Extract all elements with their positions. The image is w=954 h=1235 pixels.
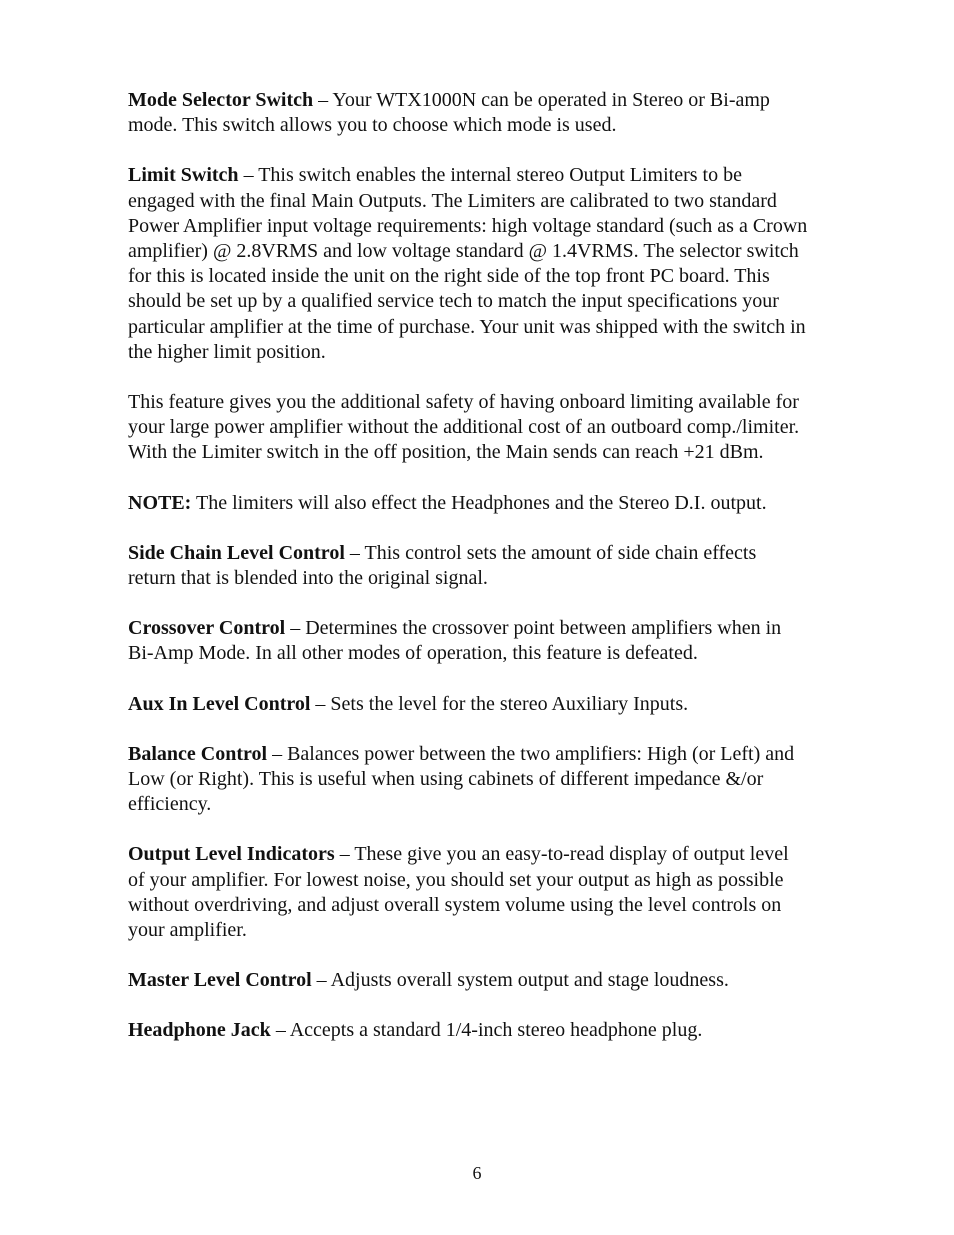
paragraph-mode-selector-switch [128, 88, 808, 138]
description-mode-selector-switch: – Your WTX1000N can be operated in Stereo or Bi-amp mode. This switch allows you to choose which mode is used. [128, 89, 770, 137]
description-output-level-indicators: – These give you an easy-to-read display of output level of your amplifier. For lowest noise, you should set your output as high as possible without overdriving, and adjust overall system volume using the level controls on your amplifier. [128, 843, 789, 942]
paragraph-crossover-control [128, 616, 808, 666]
description-master-level-control: – Adjusts overall system output and stage loudness. [311, 969, 729, 992]
paragraph-side-chain-level-control [128, 541, 808, 591]
paragraph-master-level-control [128, 968, 808, 993]
term-aux-in-level-control: Aux In Level Control [128, 692, 311, 715]
description-note: The limiters will also effect the Headphones and the Stereo D.I. output. [191, 491, 767, 514]
term-limit-switch: Limit Switch [128, 164, 239, 187]
paragraph-aux-in-level-control [128, 692, 808, 717]
description-balance-control: – Balances power between the two amplifiers: High (or Left) and Low (or Right). This is useful when using cabinets of different impedance &/or efficiency. [128, 742, 795, 816]
paragraph-limiter-feature [128, 390, 808, 466]
term-note: NOTE: [128, 491, 192, 514]
description-headphone-jack: – Accepts a standard 1/4-inch stereo headphone plug. [270, 1019, 703, 1042]
term-output-level-indicators: Output Level Indicators [128, 843, 335, 866]
description-side-chain-level-control: – This control sets the amount of side chain effects return that is blended into the original signal. [128, 541, 757, 590]
page-number: 6 [472, 1163, 482, 1183]
term-headphone-jack: Headphone Jack [128, 1019, 271, 1042]
paragraph-output-level-indicators [128, 842, 808, 943]
description-limiter-feature: This feature gives you the additional safety of having onboard limiting available for your large power amplifier without the additional cost of an outboard comp./limiter. With the Limiter switch in the off position, the Main sends can reach +21 dBm. [128, 391, 800, 464]
document-body [128, 88, 808, 1069]
description-limit-switch: – This switch enables the internal stereo Output Limiters to be engaged with the final Main Outputs. The Limiters are calibrated to two standard Power Amplifier input voltage requirements: high voltage standard (such as a Crown amplifier) @ 2.8VRMS and low voltage standard @ 1.4VRMS. The selector switch for this is located inside the unit on the right side of the top front PC board. This should be set up by a qualified service tech to match the input specifications your particular amplifier at the time of purchase. Your unit was shipped with the switch in the higher limit position. [128, 164, 808, 363]
description-aux-in-level-control: – Sets the level for the stereo Auxiliary Inputs. [310, 692, 689, 715]
paragraph-balance-control [128, 742, 808, 818]
term-crossover-control: Crossover Control [128, 617, 286, 640]
term-balance-control: Balance Control [128, 742, 268, 765]
description-crossover-control: – Determines the crossover point between amplifiers when in Bi-Amp Mode. In all other modes of operation, this feature is defeated. [128, 617, 782, 665]
paragraph-headphone-jack [128, 1018, 808, 1043]
term-side-chain-level-control: Side Chain Level Control [128, 541, 345, 564]
paragraph-note [128, 491, 808, 516]
paragraph-limit-switch [128, 163, 808, 365]
term-mode-selector-switch: Mode Selector Switch [128, 89, 314, 111]
term-master-level-control: Master Level Control [128, 969, 312, 992]
